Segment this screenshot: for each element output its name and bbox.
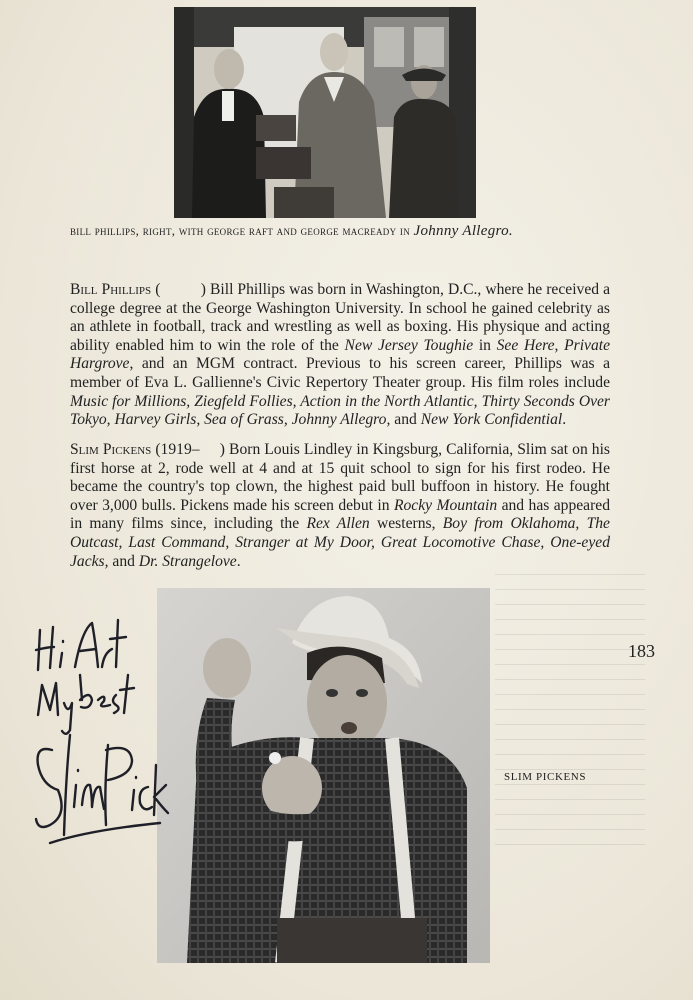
portrait-slim-pickens <box>157 588 490 963</box>
photo-bill-phillips <box>174 7 476 218</box>
autograph-ink <box>20 575 170 875</box>
film-still-johnny-allegro <box>174 7 476 218</box>
entry-end: . <box>562 411 567 429</box>
entry-body: Born Louis Lindley in Kingsburg, California, Slim sat on his first horse at 2, rode well at 4 and at 15 quit school to sign for his first rodeo. He became the country's top clown, the highest paid bull buffoon in history. He fought over 3,000 bulls. Pickens made his screen debut in <box>70 441 610 514</box>
caption-film-title: Johnny Allegro. <box>413 223 513 239</box>
entry-name: Bill Phillips <box>70 281 152 298</box>
entry-body2: , and an MGM contract. Previous to his screen career, Phillips was a member of Eva L. Gallienne's Civic Repertory Theater group. His film roles include <box>70 355 610 391</box>
entry-last-film: New York Confidential <box>420 411 563 429</box>
page-show-through <box>495 560 645 850</box>
entry-role-film: See Here, Private Hargrove <box>70 336 611 373</box>
entry-name: Slim Pickens <box>70 441 152 458</box>
caption-text: bill phillips, right, with george raft and george macready in <box>70 223 411 238</box>
entry-end: . <box>236 552 241 570</box>
entry-body2: and has appeared in many films since, including the <box>70 496 611 533</box>
handwritten-autograph <box>20 575 170 875</box>
photo-slim-pickens <box>157 588 490 963</box>
photo-caption-bill-phillips <box>70 223 630 240</box>
entry-and: and <box>108 552 139 570</box>
entry-dates: (1919– ) <box>155 441 225 458</box>
biography-bill-phillips <box>70 281 610 430</box>
entry-role: New Jersey Toughie <box>344 336 474 354</box>
entry-films: Music for Millions, Ziegfeld Follies, Action in the North Atlantic, Thirty Seconds Over Tokyo, Harvey Girls, Sea of Grass, Johnny Allegro, <box>70 392 610 429</box>
entry-rex-allen: Rex Allen <box>306 515 370 533</box>
entry-last-film: Dr. Strangelove <box>138 552 237 570</box>
entry-body3: westerns, <box>369 515 443 533</box>
entry-body: Bill Phillips was born in Washington, D.C., where he received a college degree at the George Washington University. In school he gained celebrity as an athlete in football, track and wrestling as well as boxing. His physique and acting ability enabled him to win the role of the <box>70 281 610 354</box>
entry-films: Boy from Oklahoma, The Outcast, Last Command, Stranger at My Door, Great Locomotive Chase, One-eyed Jacks, <box>70 515 610 570</box>
entry-and: and <box>390 411 421 429</box>
entry-debut: Rocky Mountain <box>393 496 498 514</box>
entry-dates: ( ) <box>155 281 206 298</box>
biography-slim-pickens <box>70 441 610 571</box>
entry-in: in <box>473 336 497 354</box>
photo-caption-slim-pickens: SLIM PICKENS <box>504 771 587 783</box>
page-number: 183 <box>628 641 655 661</box>
